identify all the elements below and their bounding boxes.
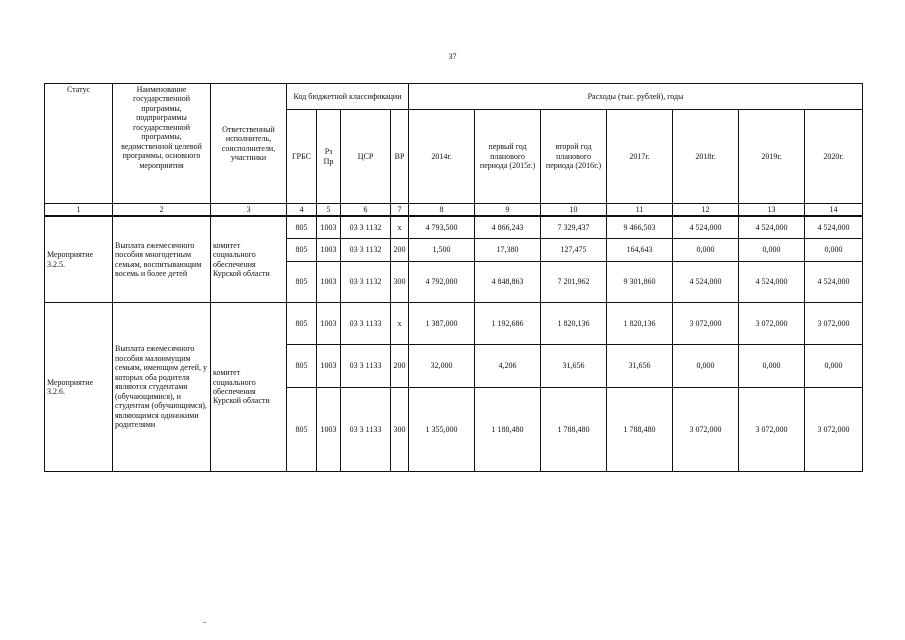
vr-cell: х [391, 302, 409, 344]
csr-cell: 03 3 1132 [341, 238, 391, 261]
col-index: 13 [739, 204, 805, 217]
col-index: 12 [673, 204, 739, 217]
value-2019: 4 524,000 [739, 216, 805, 238]
column-index-row [45, 204, 863, 217]
value-2015: 17,380 [475, 238, 541, 261]
value-2020: 0,000 [805, 344, 863, 387]
header-vr: ВР [391, 110, 409, 204]
value-2015: 1 188,480 [475, 387, 541, 471]
csr-cell: 03 3 1133 [341, 302, 391, 344]
rzpr-cell: 1003 [317, 344, 341, 387]
value-2019: 0,000 [739, 344, 805, 387]
value-2014: 1 387,000 [409, 302, 475, 344]
value-2015: 4 866,243 [475, 216, 541, 238]
value-2018: 3 072,000 [673, 302, 739, 344]
col-index: 7 [391, 204, 409, 217]
grbs-cell: 805 [287, 344, 317, 387]
value-2016: 7 201,962 [541, 261, 607, 302]
col-index: 3 [211, 204, 287, 217]
grbs-cell: 805 [287, 261, 317, 302]
header-expenses: Расходы (тыс. рублей), годы [409, 84, 863, 110]
header-grbs: ГРБС [287, 110, 317, 204]
executor-cell: комитет социального обеспечения Курской области [211, 216, 287, 302]
value-2016: 31,656 [541, 344, 607, 387]
grbs-cell: 805 [287, 216, 317, 238]
value-2016: 1 820,136 [541, 302, 607, 344]
header-2017: 2017г. [607, 110, 673, 204]
value-2018: 3 072,000 [673, 387, 739, 471]
header-2014: 2014г. [409, 110, 475, 204]
header-status: Статус [45, 84, 113, 204]
value-2015: 4 848,863 [475, 261, 541, 302]
value-2018: 4 524,000 [673, 261, 739, 302]
csr-cell: 03 3 1132 [341, 216, 391, 238]
value-2020: 3 072,000 [805, 302, 863, 344]
value-2017: 1 820,136 [607, 302, 673, 344]
col-index: 10 [541, 204, 607, 217]
header-executor: Ответственный исполнитель, соисполнители, участники [211, 84, 287, 204]
table-row [45, 216, 863, 238]
vr-cell: х [391, 216, 409, 238]
rzpr-cell: 1003 [317, 216, 341, 238]
col-index: 14 [805, 204, 863, 217]
col-index: 11 [607, 204, 673, 217]
value-2017: 164,643 [607, 238, 673, 261]
value-2018: 0,000 [673, 238, 739, 261]
value-2014: 1,500 [409, 238, 475, 261]
col-index: 5 [317, 204, 341, 217]
value-2016: 7 329,437 [541, 216, 607, 238]
value-2019: 4 524,000 [739, 261, 805, 302]
col-index: 9 [475, 204, 541, 217]
col-index: 4 [287, 204, 317, 217]
header-2019: 2019г. [739, 110, 805, 204]
status-cell: Мероприятие 3.2.6. [45, 302, 113, 471]
value-2017: 9 301,860 [607, 261, 673, 302]
header-budget-code: Код бюджетной классификации [287, 84, 409, 110]
csr-cell: 03 3 1133 [341, 344, 391, 387]
value-2019: 0,000 [739, 238, 805, 261]
value-2018: 4 524,000 [673, 216, 739, 238]
value-2016: 127,475 [541, 238, 607, 261]
value-2018: 0,000 [673, 344, 739, 387]
col-index: 1 [45, 204, 113, 217]
measure-name-cell: Выплата ежемесячного пособия малоимущим семьям, имеющим детей, у которых оба родителя являются студентами (обучающимися), и студентам (обучающимся), являющимся одинокими родителями [113, 302, 211, 471]
rzpr-cell: 1003 [317, 302, 341, 344]
csr-cell: 03 3 1132 [341, 261, 391, 302]
grbs-cell: 805 [287, 238, 317, 261]
vr-cell: 300 [391, 387, 409, 471]
vr-cell: 300 [391, 261, 409, 302]
header-2015: первый год планового периода (2015г.) [475, 110, 541, 204]
vr-cell: 200 [391, 344, 409, 387]
value-2020: 3 072,000 [805, 387, 863, 471]
page-number: 37 [448, 52, 457, 61]
rzpr-cell: 1003 [317, 387, 341, 471]
table-row [45, 302, 863, 344]
budget-table [44, 83, 863, 472]
csr-cell: 03 3 1133 [341, 387, 391, 471]
header-2016: второй год планового периода (2016г.) [541, 110, 607, 204]
value-2020: 4 524,000 [805, 216, 863, 238]
vr-cell: 200 [391, 238, 409, 261]
value-2014: 1 355,000 [409, 387, 475, 471]
value-2020: 4 524,000 [805, 261, 863, 302]
grbs-cell: 805 [287, 387, 317, 471]
header-name: Наименование государственной программы, подпрограммы государственной программы, ведомственной целевой программы, основного мероприятия [113, 84, 211, 204]
value-2014: 4 792,000 [409, 261, 475, 302]
value-2014: 4 793,500 [409, 216, 475, 238]
value-2020: 0,000 [805, 238, 863, 261]
value-2019: 3 072,000 [739, 387, 805, 471]
measure-name-cell: Выплата ежемесячного пособия многодетным семьям, воспитывающим восемь и более детей [113, 216, 211, 302]
header-csr: ЦСР [341, 110, 391, 204]
value-2015: 4,206 [475, 344, 541, 387]
value-2019: 3 072,000 [739, 302, 805, 344]
header-rzpr: Рз Пр [317, 110, 341, 204]
value-2014: 32,000 [409, 344, 475, 387]
header-2020: 2020г. [805, 110, 863, 204]
col-index: 6 [341, 204, 391, 217]
grbs-cell: 805 [287, 302, 317, 344]
value-2017: 31,656 [607, 344, 673, 387]
executor-cell: комитет социального обеспечения Курской области [211, 302, 287, 471]
value-2016: 1 788,480 [541, 387, 607, 471]
scan-speck [203, 622, 206, 623]
value-2017: 1 788,480 [607, 387, 673, 471]
value-2017: 9 466,503 [607, 216, 673, 238]
rzpr-cell: 1003 [317, 261, 341, 302]
col-index: 2 [113, 204, 211, 217]
value-2015: 1 192,686 [475, 302, 541, 344]
rzpr-cell: 1003 [317, 238, 341, 261]
status-cell: Мероприятие 3.2.5. [45, 216, 113, 302]
header-2018: 2018г. [673, 110, 739, 204]
col-index: 8 [409, 204, 475, 217]
